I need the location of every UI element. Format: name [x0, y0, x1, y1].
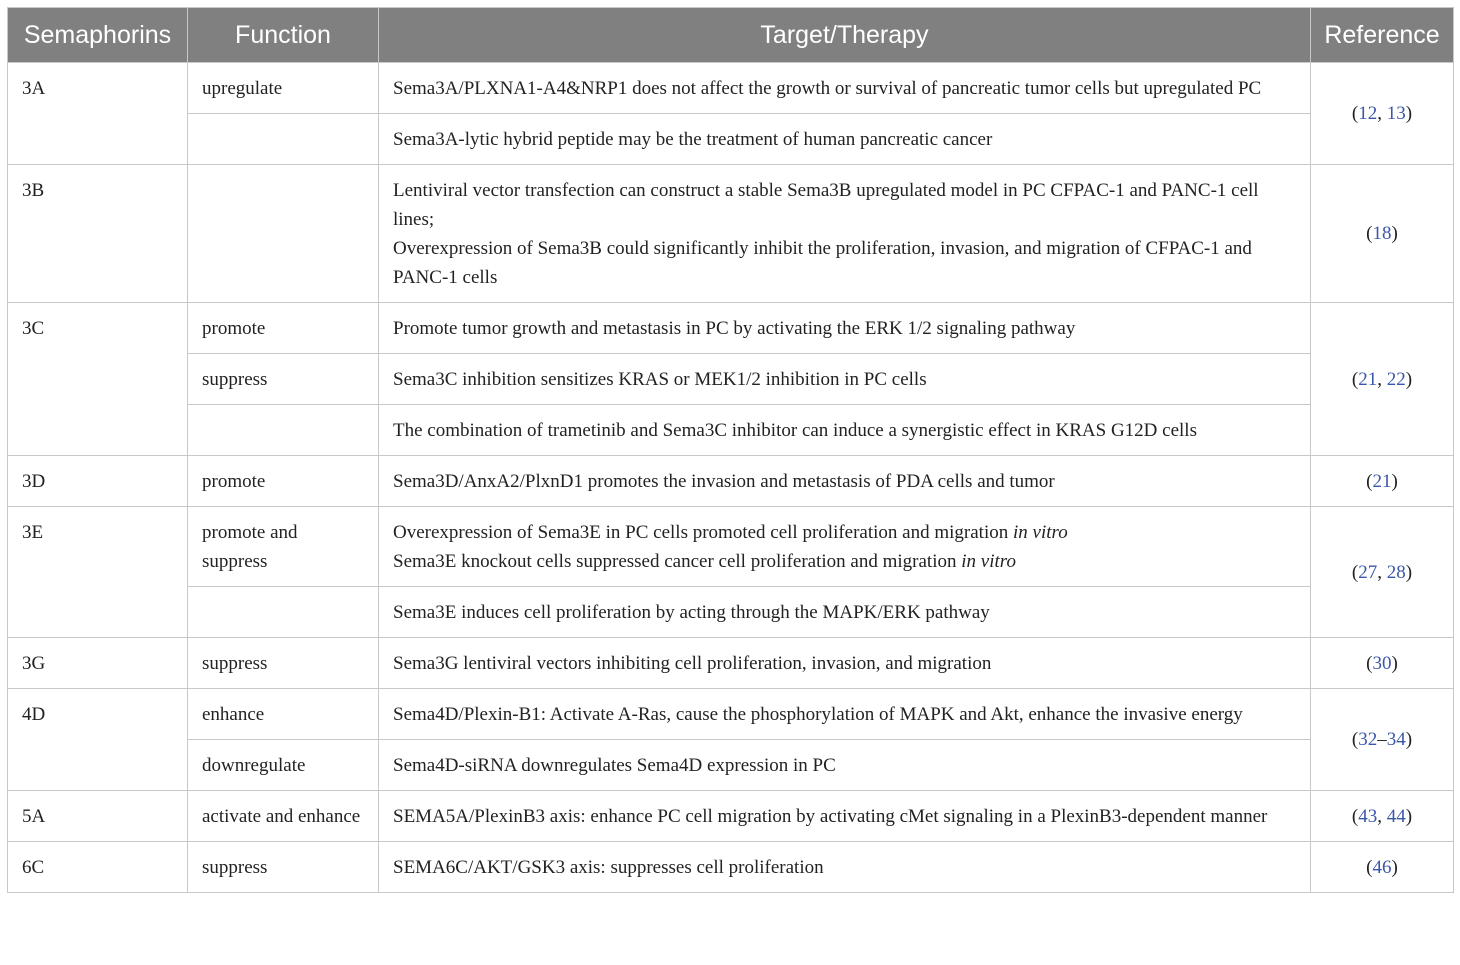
function-cell [188, 405, 379, 456]
table-row [8, 842, 1454, 893]
function-cell: activate and enhance [188, 791, 379, 842]
table-row [8, 303, 1454, 354]
therapy-line: Overexpression of Sema3E in PC cells promoted cell proliferation and migration in vitro [393, 522, 1068, 543]
therapy-line: Sema3C inhibition sensitizes KRAS or MEK1/2 inhibition in PC cells [393, 369, 927, 390]
semaphorin-cell: 6C [8, 842, 188, 893]
therapy-line: Sema4D/Plexin-B1: Activate A-Ras, cause the phosphorylation of MAPK and Akt, enhance the invasive energy [393, 704, 1243, 725]
reference-link[interactable]: 32 [1358, 729, 1378, 750]
target-therapy-cell [379, 456, 1311, 507]
table-row [8, 740, 1454, 791]
target-therapy-cell [379, 587, 1311, 638]
therapy-line: SEMA6C/AKT/GSK3 axis: suppresses cell proliferation [393, 857, 824, 878]
italic-text: in vitro [961, 551, 1016, 572]
function-cell [188, 587, 379, 638]
table-row [8, 456, 1454, 507]
semaphorin-cell: 3D [8, 456, 188, 507]
target-therapy-cell [379, 165, 1311, 303]
reference-link[interactable]: 28 [1386, 561, 1406, 583]
therapy-line: SEMA5A/PlexinB3 axis: enhance PC cell migration by activating cMet signaling in a PlexinB3-dependent manner [393, 806, 1268, 827]
semaphorin-cell: 3C [8, 303, 188, 456]
header-target-therapy: Target/Therapy [379, 8, 1311, 63]
function-cell: suppress [188, 638, 379, 689]
semaphorin-cell: 3A [8, 63, 188, 165]
function-cell [188, 165, 379, 303]
reference-link[interactable]: 21 [1358, 368, 1378, 390]
target-therapy-cell [379, 507, 1311, 587]
reference-cell: (21, 22) [1311, 303, 1454, 456]
reference-cell: (30) [1311, 638, 1454, 689]
italic-text: in vitro [1013, 522, 1068, 543]
target-therapy-cell [379, 63, 1311, 114]
semaphorin-cell: 3B [8, 165, 188, 303]
table-row [8, 689, 1454, 740]
header-semaphorins: Semaphorins [8, 8, 188, 63]
target-therapy-cell [379, 303, 1311, 354]
table-row [8, 63, 1454, 114]
therapy-line: Sema3A-lytic hybrid peptide may be the treatment of human pancreatic cancer [393, 129, 993, 150]
table-row [8, 507, 1454, 587]
target-therapy-cell [379, 689, 1311, 740]
reference-link[interactable]: 34 [1386, 729, 1406, 750]
function-cell: promote [188, 303, 379, 354]
reference-link[interactable]: 12 [1358, 103, 1378, 124]
function-cell: suppress [188, 354, 379, 405]
table-body [8, 63, 1454, 893]
target-therapy-cell [379, 638, 1311, 689]
semaphorin-cell: 3G [8, 638, 188, 689]
semaphorin-cell: 3E [8, 507, 188, 638]
reference-cell: (46) [1311, 842, 1454, 893]
reference-cell: (12, 13) [1311, 63, 1454, 165]
reference-cell: (32–34) [1311, 689, 1454, 791]
reference-link[interactable]: 22 [1386, 368, 1406, 390]
semaphorin-cell: 4D [8, 689, 188, 791]
target-therapy-cell [379, 114, 1311, 165]
table-row [8, 791, 1454, 842]
therapy-line: Sema3A/PLXNA1-A4&NRP1 does not affect the growth or survival of pancreatic tumor cells but upregulated PC [393, 78, 1262, 99]
therapy-line: The combination of trametinib and Sema3C inhibitor can induce a synergistic effect in KRAS G12D cells [393, 420, 1197, 441]
reference-cell: (27, 28) [1311, 507, 1454, 638]
reference-cell: (21) [1311, 456, 1454, 507]
therapy-line: Sema3E induces cell proliferation by acting through the MAPK/ERK pathway [393, 602, 990, 623]
reference-link[interactable]: 44 [1386, 805, 1406, 827]
reference-link[interactable]: 27 [1358, 561, 1378, 583]
function-cell [188, 114, 379, 165]
therapy-line: Sema3E knockout cells suppressed cancer cell proliferation and migration in vitro [393, 551, 1016, 572]
reference-link[interactable]: 43 [1358, 805, 1378, 827]
function-cell: promote [188, 456, 379, 507]
target-therapy-cell [379, 842, 1311, 893]
therapy-line: Promote tumor growth and metastasis in PC by activating the ERK 1/2 signaling pathway [393, 318, 1076, 339]
reference-link[interactable]: 21 [1372, 470, 1392, 492]
therapy-line: Sema4D-siRNA downregulates Sema4D expression in PC [393, 755, 836, 776]
table-row [8, 114, 1454, 165]
header-reference: Reference [1311, 8, 1454, 63]
function-cell: promote and suppress [188, 507, 379, 587]
reference-link[interactable]: 13 [1386, 103, 1406, 124]
header-function: Function [188, 8, 379, 63]
table-header-row [8, 8, 1454, 63]
reference-link[interactable]: 30 [1372, 652, 1392, 674]
table-row [8, 165, 1454, 303]
target-therapy-cell [379, 405, 1311, 456]
target-therapy-cell [379, 740, 1311, 791]
therapy-line: Lentiviral vector transfection can construct a stable Sema3B upregulated model in PC CFPAC-1 and PANC-1 cell lines; [393, 180, 1259, 230]
semaphorins-table [7, 7, 1454, 893]
semaphorin-cell: 5A [8, 791, 188, 842]
reference-cell: (43, 44) [1311, 791, 1454, 842]
therapy-line: Sema3G lentiviral vectors inhibiting cell proliferation, invasion, and migration [393, 653, 992, 674]
therapy-line: Overexpression of Sema3B could significantly inhibit the proliferation, invasion, and migration of CFPAC-1 and PANC-1 cells [393, 238, 1252, 288]
function-cell: enhance [188, 689, 379, 740]
target-therapy-cell [379, 791, 1311, 842]
therapy-line: Sema3D/AnxA2/PlxnD1 promotes the invasion and metastasis of PDA cells and tumor [393, 471, 1055, 492]
table-row [8, 587, 1454, 638]
function-cell: downregulate [188, 740, 379, 791]
reference-link[interactable]: 46 [1372, 856, 1392, 878]
reference-link[interactable]: 18 [1372, 223, 1392, 244]
table-row [8, 405, 1454, 456]
table-row [8, 354, 1454, 405]
function-cell: suppress [188, 842, 379, 893]
reference-cell: (18) [1311, 165, 1454, 303]
table-row [8, 638, 1454, 689]
target-therapy-cell [379, 354, 1311, 405]
function-cell: upregulate [188, 63, 379, 114]
